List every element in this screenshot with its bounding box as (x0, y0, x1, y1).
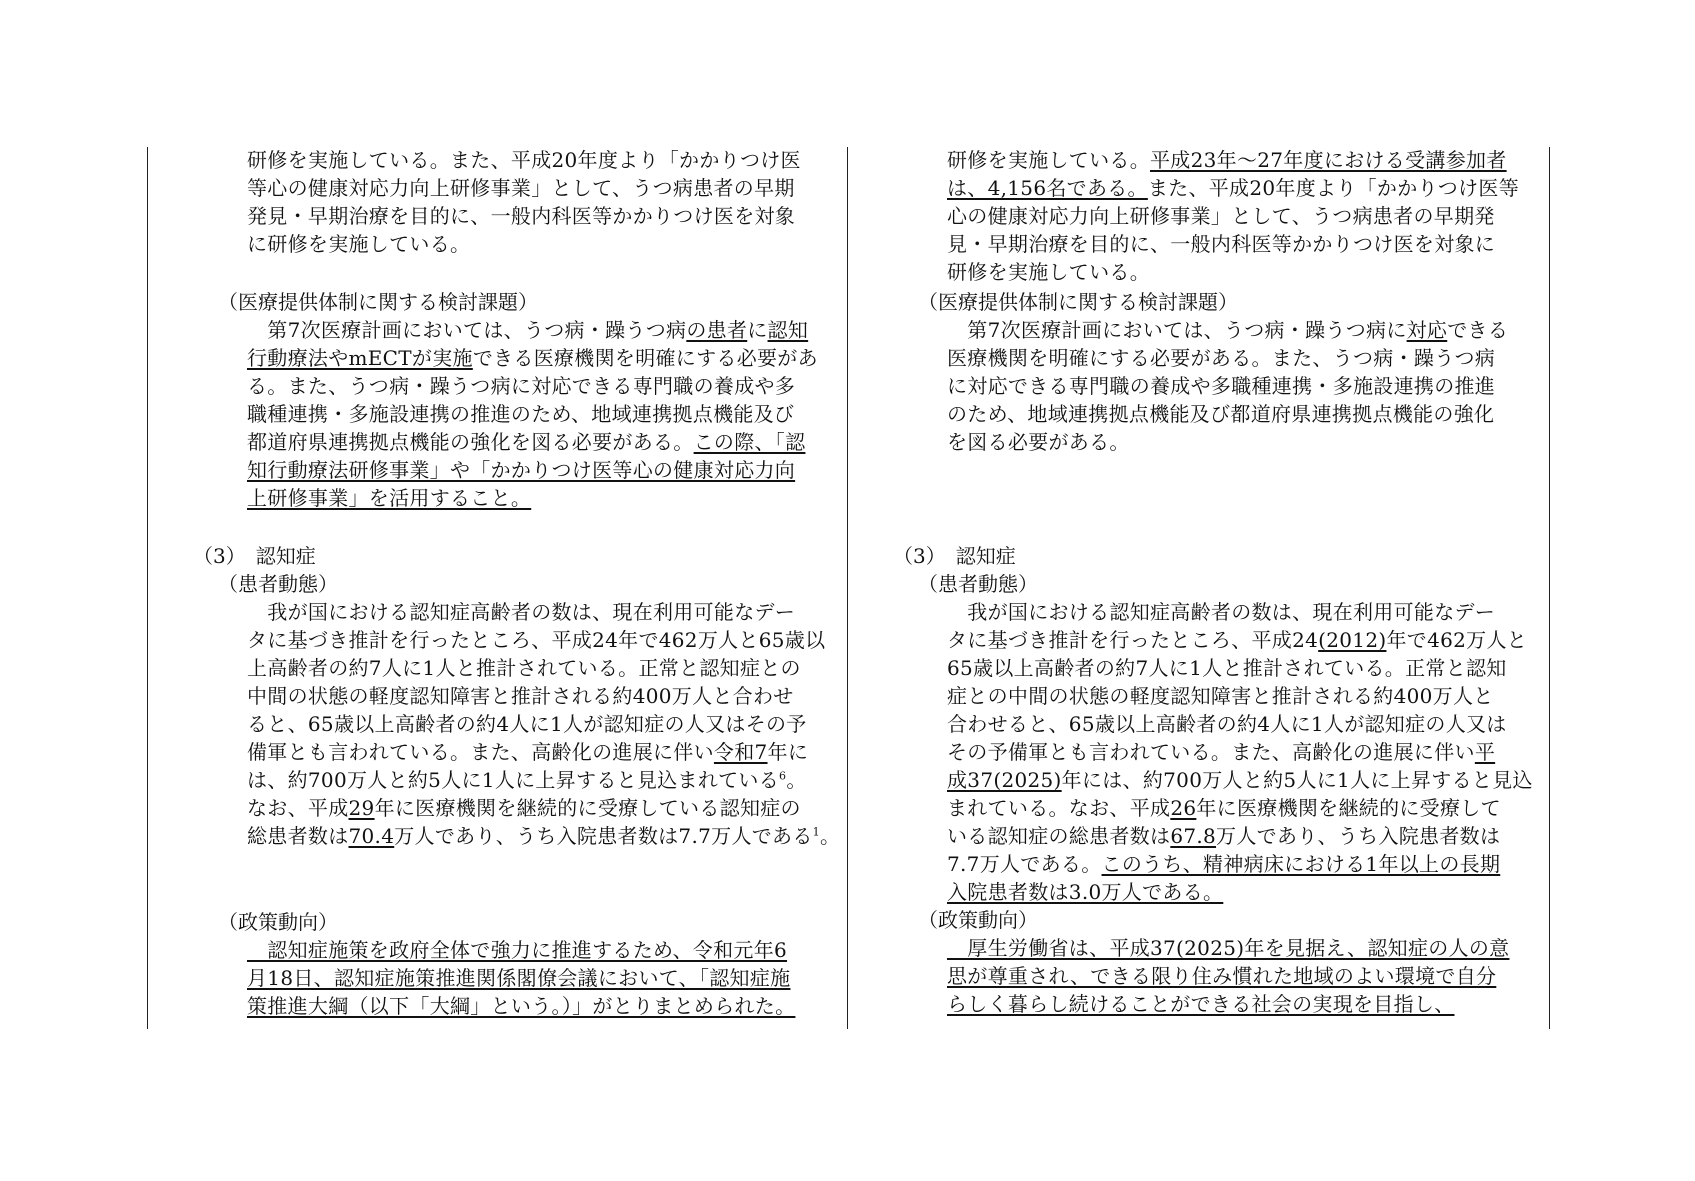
right-section-heading: （3） 認知症 (893, 544, 1016, 568)
text: 年に医療機関を継続的に受療して (1196, 796, 1501, 820)
text: できる医療機関を明確にする必要があ (472, 346, 818, 370)
left-issues-line: 上研修事業」を活用すること。 (247, 486, 532, 510)
right-patients-heading: （患者動態） (918, 572, 1038, 596)
text: 年には、約700万人と約5人に1人に上昇すると見込 (1061, 768, 1533, 792)
right-issues-line: に対応できる専門職の養成や多職種連携・多施設連携の推進 (947, 374, 1496, 398)
text: 総患者数は (247, 824, 349, 848)
right-patients-line: 症との中間の状態の軽度認知障害と推計される約400万人と (947, 684, 1494, 708)
right-patients-line (947, 850, 1500, 879)
left-issues-line (247, 344, 818, 373)
left-issues-line (247, 316, 808, 345)
text: 都道府県連携拠点機能の強化を図る必要がある。 (247, 430, 694, 454)
left-patients-line: ると、65歳以上高齢者の約4人に1人が認知症の人又はその予 (247, 712, 807, 736)
left-issues-line (247, 428, 805, 457)
underlined-text: の患者 (686, 318, 748, 342)
right-issues-line: 医療機関を明確にする必要がある。また、うつ病・躁うつ病 (947, 346, 1496, 370)
right-intro-line (947, 174, 1519, 203)
left-issues-line: 知行動療法研修事業」や「かかりつけ医等心の健康対応力向 (247, 458, 796, 482)
right-intro-line: 心の健康対応力向上研修事業」として、うつ病患者の早期発 (947, 204, 1495, 228)
underlined-text: 平 (1474, 740, 1496, 764)
underlined-text: 成37(2025) (947, 768, 1062, 792)
text: タに基づき推計を行ったところ、平成24 (947, 628, 1319, 652)
left-intro-line: 等心の健康対応力向上研修事業」として、うつ病患者の早期 (247, 176, 795, 200)
text: 第7次医療計画においては、うつ病・躁うつ病に (947, 318, 1407, 342)
text: は、約700万人と約5人に1人に上昇すると見込まれている (247, 768, 780, 792)
left-policy-line: 策推進大綱（以下「大綱」という。）」がとりまとめられた。 (247, 994, 796, 1018)
right-issues-line: を図る必要がある。 (947, 430, 1130, 454)
left-policy-heading: （政策動向） (218, 910, 338, 934)
left-policy-line: 認知症施策を政府全体で強力に推進するため、令和元年6 (247, 938, 788, 962)
left-patients-heading: （患者動態） (218, 572, 338, 596)
underlined-text: 67.8 (1170, 824, 1217, 848)
text: 年に (767, 740, 809, 764)
underlined-text: 26 (1170, 796, 1197, 820)
left-patients-line: 我が国における認知症高齢者の数は、現在利用可能なデー (247, 600, 796, 624)
left-patients-line: 中間の状態の軽度認知障害と推計される約400万人と合わせ (247, 684, 794, 708)
right-patients-line: 我が国における認知症高齢者の数は、現在利用可能なデー (947, 600, 1496, 624)
text: なお、平成 (247, 796, 349, 820)
text: 。 (819, 824, 841, 848)
text: いる認知症の総患者数は (947, 824, 1171, 848)
underlined-text: 29 (348, 796, 375, 820)
right-patients-line (947, 766, 1533, 795)
underlined-text: (2012) (1318, 628, 1387, 652)
left-patients-line (247, 738, 808, 767)
underlined-text: は、4,156名である。 (947, 176, 1148, 200)
center-divider (847, 147, 848, 1029)
left-patients-line: タに基づき推計を行ったところ、平成24年で462万人と65歳以 (247, 628, 826, 652)
right-patients-line: 65歳以上高齢者の約7人に1人と推計されている。正常と認知 (947, 656, 1507, 680)
text: 年で462万人と (1386, 628, 1528, 652)
text: 第7次医療計画においては、うつ病・躁うつ病 (247, 318, 687, 342)
right-issues-heading: （医療提供体制に関する検討課題） (918, 290, 1238, 314)
right-patients-line: 入院患者数は3.0万人である。 (947, 880, 1224, 904)
right-patients-line: 合わせると、65歳以上高齢者の約4人に1人が認知症の人又は (947, 712, 1507, 736)
underlined-text: このうち、精神病床における1年以上の長期 (1101, 852, 1501, 876)
underlined-text: 行動療法やmECTが実施 (247, 346, 473, 370)
left-patients-line (247, 822, 840, 851)
right-issues-line: のため、地域連携拠点機能及び都道府県連携拠点機能の強化 (947, 402, 1495, 426)
left-policy-line: 月18日、認知症施策推進関係閣僚会議において、「認知症施 (247, 966, 791, 990)
right-intro-line: 見・早期治療を目的に、一般内科医等かかりつけ医を対象に (947, 232, 1496, 256)
left-column-border (147, 147, 148, 1029)
right-policy-heading: （政策動向） (918, 908, 1038, 932)
right-patients-line (947, 738, 1495, 767)
underlined-text: この際、「認 (693, 430, 806, 454)
footnote-ref: 1 (812, 825, 820, 839)
underlined-text: 認知 (767, 318, 809, 342)
left-issues-heading: （医療提供体制に関する検討課題） (218, 290, 538, 314)
text: 万人であり、うち入院患者数は7.7万人である (394, 824, 813, 848)
underlined-text: 70.4 (348, 824, 395, 848)
text: その予備軍とも言われている。また、高齢化の進展に伴い (947, 740, 1475, 764)
left-issues-line: 職種連携・多施設連携の推進のため、地域連携拠点機能及び (247, 402, 795, 426)
left-patients-line: 上高齢者の約7人に1人と推計されている。正常と認知症との (247, 656, 801, 680)
left-patients-line (247, 794, 801, 823)
text: 年に医療機関を継続的に受療している認知症の (374, 796, 801, 820)
right-policy-line: らしく暮らし続けることができる社会の実現を目指し、 (947, 992, 1455, 1016)
right-patients-line (947, 822, 1500, 851)
text: また、平成20年度より「かかりつけ医等 (1147, 176, 1520, 200)
text: 備軍とも言われている。また、高齢化の進展に伴い (247, 740, 714, 764)
underlined-text: 対応 (1406, 318, 1448, 342)
text: 万人であり、うち入院患者数は (1216, 824, 1501, 848)
text: できる (1447, 318, 1509, 342)
text: 研修を実施している。 (947, 148, 1150, 172)
underlined-text: 令和7 (713, 740, 768, 764)
left-intro-line: に研修を実施している。 (247, 232, 471, 256)
right-policy-line: 思が尊重され、できる限り住み慣れた地域のよい環境で自分 (947, 964, 1497, 988)
right-intro-line: 研修を実施している。 (947, 260, 1150, 284)
left-intro-line: 発見・早期治療を目的に、一般内科医等かかりつけ医を対象 (247, 204, 796, 228)
right-patients-line (947, 626, 1527, 655)
left-section-heading: （3） 認知症 (193, 544, 316, 568)
right-intro-line (947, 146, 1507, 175)
right-issues-line (947, 316, 1508, 345)
right-column-border (1549, 147, 1550, 1029)
right-patients-line (947, 794, 1501, 823)
left-intro-line: 研修を実施している。また、平成20年度より「かかりつけ医 (247, 148, 801, 172)
text: 。 (786, 768, 807, 792)
right-policy-line: 厚生労働省は、平成37(2025)年を見据え、認知症の人の意 (947, 936, 1510, 960)
footnote-ref: 6 (779, 769, 787, 783)
underlined-text: 平成23年～27年度における受講参加者 (1150, 148, 1507, 172)
text: 7.7万人である。 (947, 852, 1102, 876)
text: に (747, 318, 768, 342)
text: まれている。なお、平成 (947, 796, 1171, 820)
left-patients-line (247, 766, 807, 795)
left-issues-line: る。また、うつ病・躁うつ病に対応できる専門職の養成や多 (247, 374, 796, 398)
